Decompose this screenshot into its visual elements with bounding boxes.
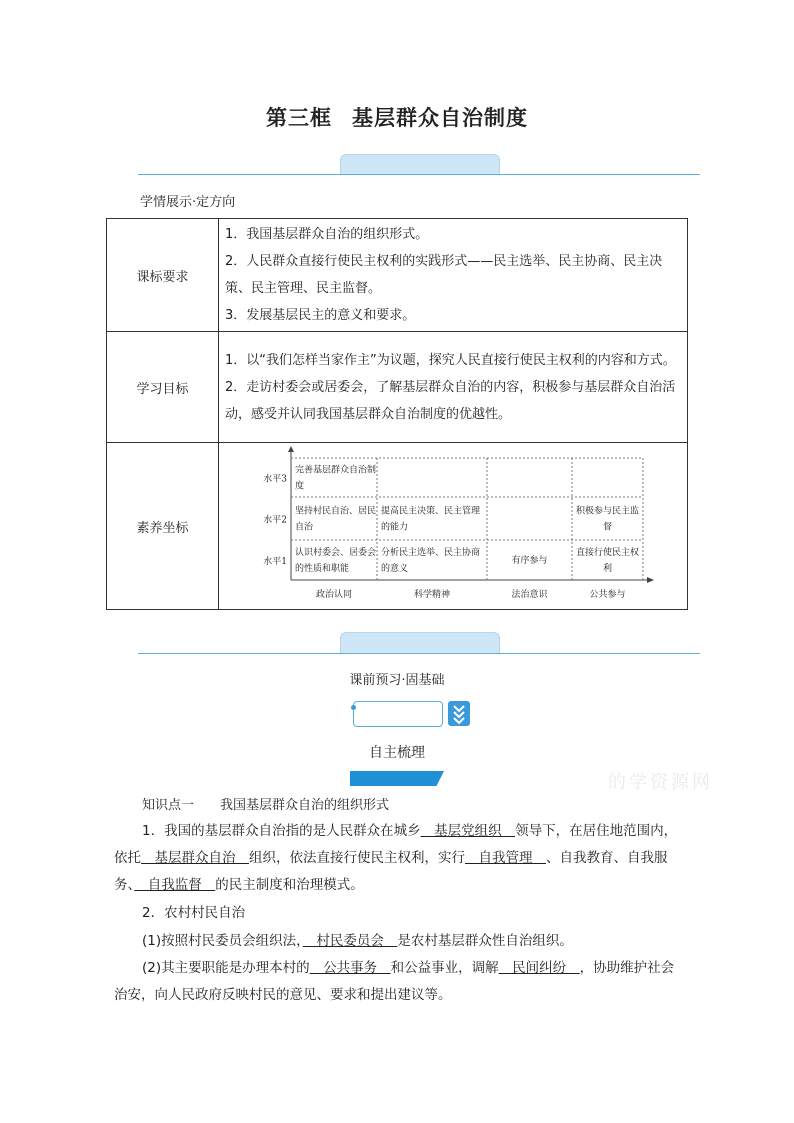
cell-label-line: 分析民主选举、民主协商 bbox=[381, 547, 481, 558]
blank-answer: 基层党组织 bbox=[420, 823, 516, 839]
text: 的民主制度和治理模式。 bbox=[215, 877, 364, 893]
cell-label-line: 认识村委会、居委会 bbox=[295, 547, 377, 558]
section-divider-1 bbox=[138, 174, 700, 175]
cell-label-line: 的意义 bbox=[381, 563, 409, 574]
text: (2)其主要职能是办理本村的 bbox=[142, 960, 310, 976]
text: (1)按照村民委员会组织法， bbox=[142, 933, 303, 949]
competency-grid-chart bbox=[219, 444, 687, 609]
objectives-table bbox=[106, 218, 688, 610]
goals-content bbox=[219, 332, 688, 443]
row-header-standards: 课标要求 bbox=[107, 219, 219, 332]
blank-answer: 基层群众自治 bbox=[141, 850, 249, 866]
cell-label bbox=[511, 554, 547, 566]
cell-label-line: 的性质和职能 bbox=[295, 563, 350, 574]
column-label: 公共参与 bbox=[589, 589, 626, 600]
section-divider-2 bbox=[138, 653, 700, 654]
text: 和公益事业，调解 bbox=[390, 960, 499, 976]
blank-answer: 村民委员会 bbox=[302, 933, 398, 949]
text: ，协助维护社会治安，向人民政府反映村民的意见、要求和提出建议等。 bbox=[114, 960, 675, 1003]
knowledge-heading: 知识点一 我国基层群众自治的组织形式 bbox=[142, 798, 390, 813]
row-label: 水平3 bbox=[263, 474, 287, 484]
list-item: 3．发展基层民主的意义和要求。 bbox=[225, 308, 416, 323]
chevron-down-icon-glyph bbox=[448, 701, 470, 726]
cell-label-line: 完善基层群众自治制 bbox=[295, 465, 377, 475]
y-axis-arrow bbox=[288, 446, 294, 452]
dot-icon bbox=[351, 705, 356, 710]
cell-label bbox=[295, 504, 376, 532]
cell-label-line: 自治 bbox=[295, 522, 314, 532]
blank-answer: 民间纠纷 bbox=[498, 960, 580, 976]
text: 、自我教育、自我服务、 bbox=[114, 850, 668, 893]
subsection-title: 自主梳理 bbox=[369, 745, 425, 761]
column-label: 法治意识 bbox=[511, 589, 548, 600]
decorative-frame bbox=[353, 701, 443, 727]
table-row bbox=[107, 219, 688, 332]
table-row bbox=[107, 332, 688, 443]
standards-content bbox=[219, 219, 688, 332]
text: 领导下，在居住地范围内，依托 bbox=[114, 823, 678, 866]
column-label: 政治认同 bbox=[315, 589, 353, 600]
cell-label bbox=[576, 546, 639, 574]
cell-label bbox=[381, 504, 480, 532]
cell-label-line: 的能力 bbox=[381, 522, 409, 532]
text: 是农村基层群众性自治组织。 bbox=[397, 933, 573, 949]
section-tab-2 bbox=[340, 632, 500, 653]
cell-label-line: 积极参与民主监 bbox=[575, 506, 640, 516]
cell-label-line: 利 bbox=[602, 563, 613, 574]
blank-answer: 自我管理 bbox=[465, 850, 546, 866]
chevron-down-icon bbox=[448, 701, 470, 726]
list-item: 1．我国基层群众自治的组织形式。 bbox=[225, 227, 429, 242]
section-tab-1 bbox=[340, 154, 500, 175]
cell-label-line: 提高民主决策、民主管理 bbox=[381, 506, 481, 516]
column-label: 科学精神 bbox=[413, 589, 451, 600]
knowledge-paragraph-3 bbox=[114, 928, 687, 955]
row-header-competency: 素养坐标 bbox=[107, 443, 219, 610]
cell-label bbox=[576, 504, 639, 532]
lesson-title: 基层群众自治制度 bbox=[352, 106, 528, 130]
row-label: 水平1 bbox=[263, 556, 287, 567]
section-label-1: 学情展示·定方向 bbox=[140, 195, 236, 210]
list-item: 2．走访村委会或居委会，了解基层群众自治的内容，积极参与基层群众自治活动，感受并认同我国基层群众自治制度的优越性。 bbox=[225, 379, 676, 422]
cell-label-line: 有序参与 bbox=[511, 555, 548, 566]
cell-label-line: 直接行使民主权 bbox=[575, 547, 640, 558]
knowledge-paragraph-4 bbox=[114, 955, 687, 1009]
cell-label bbox=[295, 546, 376, 574]
blank-answer: 公共事务 bbox=[309, 960, 391, 976]
row-header-goals: 学习目标 bbox=[107, 332, 219, 443]
watermark: 的学资源网 bbox=[608, 772, 713, 793]
cell-label-line: 度 bbox=[295, 481, 305, 491]
list-item: 1．以“我们怎样当家作主”为议题，探究人民直接行使民主权利的内容和方式。 bbox=[225, 352, 676, 368]
cell-label-line: 坚持村民自治、居民 bbox=[295, 506, 377, 516]
cell-label bbox=[381, 546, 480, 574]
section-label-2: 课前预习·固基础 bbox=[349, 673, 445, 688]
knowledge-paragraph-1 bbox=[114, 818, 687, 899]
row-label: 水平2 bbox=[263, 515, 287, 525]
list-item: 2．人民群众直接行使民主权利的实践形式——民主选举、民主协商、民主决策、民主管理、民主监督。 bbox=[225, 254, 663, 296]
knowledge-paragraph-2: 2．农村村民自治 bbox=[142, 905, 246, 921]
lesson-number: 第三框 bbox=[266, 106, 332, 130]
cell-label-line: 督 bbox=[602, 522, 613, 532]
blank-answer: 自我监督 bbox=[134, 877, 216, 893]
competency-chart-cell bbox=[219, 443, 688, 610]
text: 组织，依法直接行使民主权利，实行 bbox=[249, 850, 465, 866]
text: 1．我国的基层群众自治指的是人民群众在城乡 bbox=[142, 823, 421, 839]
cell-label bbox=[295, 463, 376, 491]
x-axis-arrow bbox=[647, 577, 654, 583]
page-title bbox=[0, 102, 794, 132]
table-row bbox=[107, 443, 688, 610]
subsection-banner bbox=[350, 771, 444, 786]
